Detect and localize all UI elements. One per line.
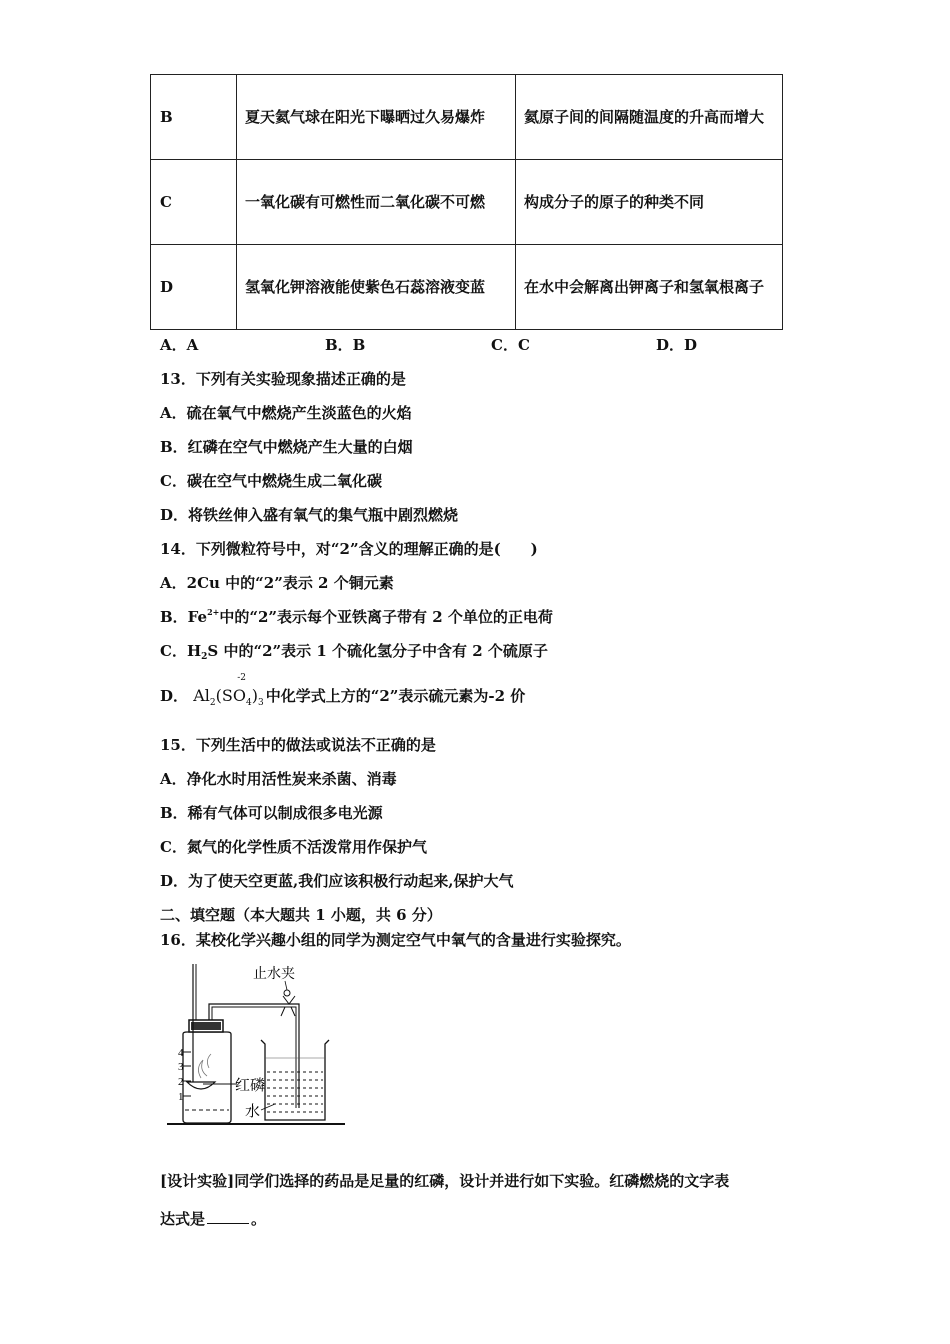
explanation-cell: 在水中会解离出钾离子和氢氧根离子	[516, 245, 783, 330]
aluminum-sulfate-formula: -2 $Al_2(SO_4)_3$	[193, 673, 264, 708]
phosphorus-label: 红磷	[235, 1076, 266, 1094]
q15-option: A．净化水时用活性炭来杀菌、消毒	[160, 770, 397, 788]
answer-option: A．A	[160, 336, 199, 354]
row-label: D	[151, 245, 237, 330]
answer-option: C．C	[491, 336, 530, 354]
clamp-label: 止水夹	[253, 966, 295, 982]
phenomenon-cell: 一氧化碳有可燃性而二氧化碳不可燃	[237, 160, 516, 245]
water-label: 水	[245, 1102, 261, 1120]
comparison-table	[150, 74, 783, 330]
scale-label: 1	[178, 1091, 184, 1103]
answer-option: B．B	[325, 336, 366, 354]
valence-mark: -2	[237, 673, 247, 683]
fill-in-blank[interactable]	[207, 1209, 249, 1224]
q14-option-a: A．2Cu 中的“2”表示 2 个铜元素	[160, 574, 394, 592]
charge-superscript: 2+	[207, 607, 220, 617]
q15-stem: 15．下列生活中的做法或说法不正确的是	[160, 736, 436, 754]
q13-stem: 13．下列有关实验现象描述正确的是	[160, 370, 406, 388]
row-label: C	[151, 160, 237, 245]
scale-label: 4	[178, 1047, 184, 1059]
answer-line: 达式是 。	[160, 1210, 267, 1228]
scale-label: 2	[178, 1076, 184, 1088]
table-row	[151, 160, 783, 245]
phenomenon-cell: 夏天氦气球在阳光下曝晒过久易爆炸	[237, 75, 516, 160]
q14-option-d: D． -2 $Al_2(SO_4)_3$ 中化学式上方的“2”表示硫元素为-2 价	[160, 673, 526, 708]
q13-option: B．红磷在空气中燃烧产生大量的白烟	[160, 438, 413, 456]
q13-option: C．碳在空气中燃烧生成二氧化碳	[160, 472, 382, 490]
q14-option-b: B．$Fe^{2+}$中的“2”表示每个亚铁离子带有 2 个单位的正电荷	[160, 607, 553, 626]
table-row	[151, 75, 783, 160]
q14-option-c: C．$H_2S$ 中的“2”表示 1 个硫化氢分子中含有 2 个硫原子	[160, 642, 548, 662]
q15-option: B．稀有气体可以制成很多电光源	[160, 804, 383, 822]
section-heading: 二、填空题（本大题共 1 小题，共 6 分）	[160, 906, 442, 924]
q14-stem: 14．下列微粒符号中，对“2”含义的理解正确的是( )	[160, 540, 538, 558]
table-row	[151, 245, 783, 330]
answer-option: D．D	[656, 336, 698, 354]
subscript: 2	[201, 652, 208, 662]
row-label: B	[151, 75, 237, 160]
q13-option: D．将铁丝伸入盛有氧气的集气瓶中剧烈燃烧	[160, 506, 459, 524]
phenomenon-cell: 氢氧化钾溶液能使紫色石蕊溶液变蓝	[237, 245, 516, 330]
scale-label: 3	[178, 1061, 184, 1073]
q16-stem: 16．某校化学兴趣小组的同学为测定空气中氧气的含量进行实验探究。	[160, 931, 631, 949]
design-experiment-text: [设计实验]同学们选择的药品是足量的红磷，设计并进行如下实验。红磷燃烧的文字表	[160, 1172, 730, 1190]
q13-option: A．硫在氧气中燃烧产生淡蓝色的火焰	[160, 404, 412, 422]
q15-option: C．氮气的化学性质不活泼常用作保护气	[160, 838, 427, 856]
q15-option: D．为了使天空更蓝,我们应该积极行动起来,保护大气	[160, 872, 514, 890]
explanation-cell: 氦原子间的间隔随温度的升高而增大	[516, 75, 783, 160]
explanation-cell: 构成分子的原子的种类不同	[516, 160, 783, 245]
apparatus-diagram	[165, 960, 355, 1130]
